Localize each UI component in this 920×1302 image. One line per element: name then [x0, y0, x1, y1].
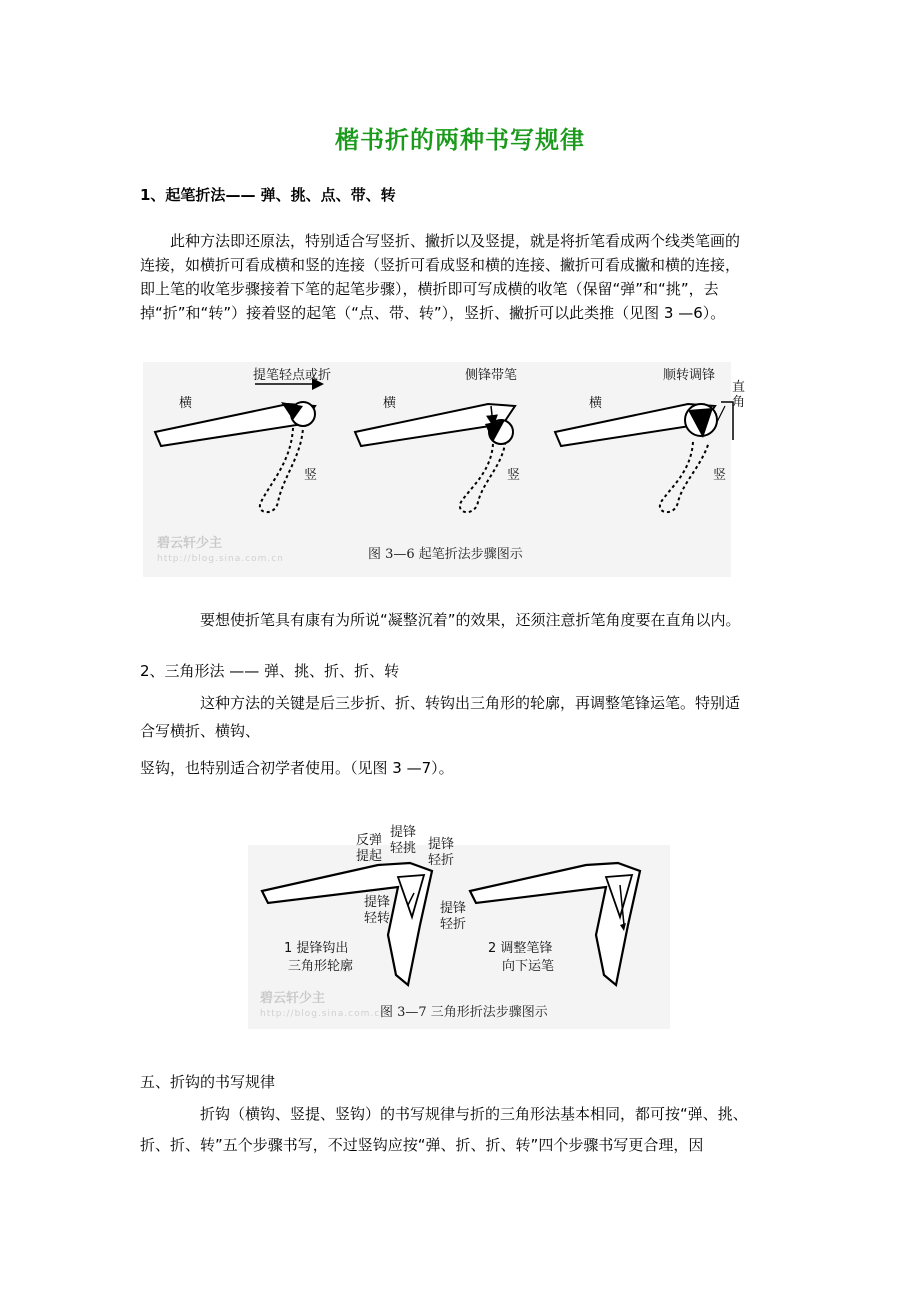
- figure-3-7-step1-line1: 1 提锋钩出: [284, 941, 349, 956]
- section1-after-para: 要想使折笔具有康有为所说“凝整沉着”的效果，还须注意折笔角度要在直角以内。: [200, 611, 741, 629]
- figure-3-7-tifeng-qingzhe-2: 轻折: [428, 853, 455, 868]
- figure-3-7-stroke-2: [470, 863, 640, 985]
- figure-3-6-step2-stroke: [355, 404, 515, 512]
- section5-para-line-2: 折、折、转”五个步骤书写，不过竖钩应按“弹、折、折、转”四个步骤书写更合理，因: [140, 1136, 704, 1154]
- figure-3-7-tifeng-qingzhuan-2: 轻转: [364, 911, 391, 926]
- section1-para-line-3: 即上笔的收笔步骤接着下笔的起笔步骤），横折即可写成横的收笔（保留“弹”和“挑”，去: [140, 280, 719, 298]
- figure-3-7-tifeng-qingzhe-1: 提锋: [428, 837, 455, 852]
- section1-para-line-4: 掉“折”和“转”）接着竖的起笔（“点、带、转”），竖折、撇折可以此类推（见图 3 —6）。: [140, 304, 726, 322]
- section2-para-line-2: 合写横折、横钩、: [140, 722, 261, 740]
- figure-3-7: [248, 825, 670, 1029]
- figure-3-6-watermark: 碧云轩少主: [157, 536, 223, 551]
- figure-3-7-tifeng-qingzhuan-1: 提锋: [364, 895, 391, 910]
- section1-heading: 1、起笔折法—— 弹、挑、点、带、转: [140, 186, 396, 204]
- figure-3-7-watermark-url: http://blog.sina.com.cn: [260, 1009, 387, 1019]
- figure-3-6-step3-stroke: [555, 402, 733, 512]
- figure-3-6-caption: 图 3—6 起笔折法步骤图示: [368, 547, 523, 562]
- section5-heading: 五、折钩的书写规律: [140, 1073, 276, 1091]
- figure-3-6-heng-2: 横: [383, 396, 397, 411]
- figure-3-6-shu-3: 竖: [713, 468, 727, 483]
- figure-3-6-step3-label: 顺转调锋: [663, 368, 716, 383]
- figure-3-7-tifeng-qingzhe2-1: 提锋: [440, 901, 467, 916]
- figure-3-7-step2-line2: 向下运笔: [502, 959, 555, 974]
- figure-3-7-tifeng-qingtiao-2: 轻挑: [390, 841, 417, 856]
- section2-heading: 2、三角形法 —— 弹、挑、折、折、转: [140, 662, 400, 680]
- section5-para-line-1: 折钩（横钩、竖提、竖钩）的书写规律与折的三角形法基本相同，都可按“弹、挑、: [200, 1105, 748, 1123]
- figure-3-7-caption: 图 3—7 三角形折法步骤图示: [380, 1005, 548, 1020]
- figure-3-6: [143, 362, 746, 577]
- section2-para-line-1: 这种方法的关键是后三步折、折、转钩出三角形的轮廓，再调整笔锋运笔。特别适: [200, 694, 741, 712]
- figure-3-6-heng-3: 横: [589, 396, 603, 411]
- figure-3-6-watermark-url: http://blog.sina.com.cn: [157, 554, 284, 564]
- figure-3-6-step2-label: 侧锋带笔: [465, 368, 518, 383]
- figure-3-7-fantan-2: 提起: [356, 849, 383, 864]
- section2-para-line-3: 竖钩，也特别适合初学者使用。（见图 3 —7）。: [140, 759, 454, 777]
- section1-para-line-1: 此种方法即还原法，特别适合写竖折、撇折以及竖提，就是将折笔看成两个线类笔画的: [170, 232, 741, 250]
- figure-3-7-tifeng-qingtiao-1: 提锋: [390, 825, 417, 840]
- figure-3-6-heng-1: 横: [179, 396, 193, 411]
- figure-3-6-step1-label: 提笔轻点或折: [253, 368, 332, 383]
- figure-3-6-shu-1: 竖: [304, 468, 318, 483]
- figure-3-7-tifeng-qingzhe2-2: 轻折: [440, 917, 467, 932]
- figure-3-7-step2-line1: 2 调整笔锋: [488, 941, 553, 956]
- section1-para-line-2: 连接，如横折可看成横和竖的连接（竖折可看成竖和横的连接、撇折可看成撇和横的连接，: [140, 256, 741, 274]
- figure-3-6-right-angle-label: 直角: [732, 380, 746, 410]
- page-title: 楷书折的两种书写规律: [335, 126, 585, 154]
- figure-3-7-step1-line2: 三角形轮廓: [288, 959, 354, 974]
- figure-3-6-shu-2: 竖: [507, 468, 521, 483]
- figure-3-7-fantan-1: 反弹: [356, 833, 383, 848]
- figure-3-7-watermark: 碧云轩少主: [260, 991, 326, 1006]
